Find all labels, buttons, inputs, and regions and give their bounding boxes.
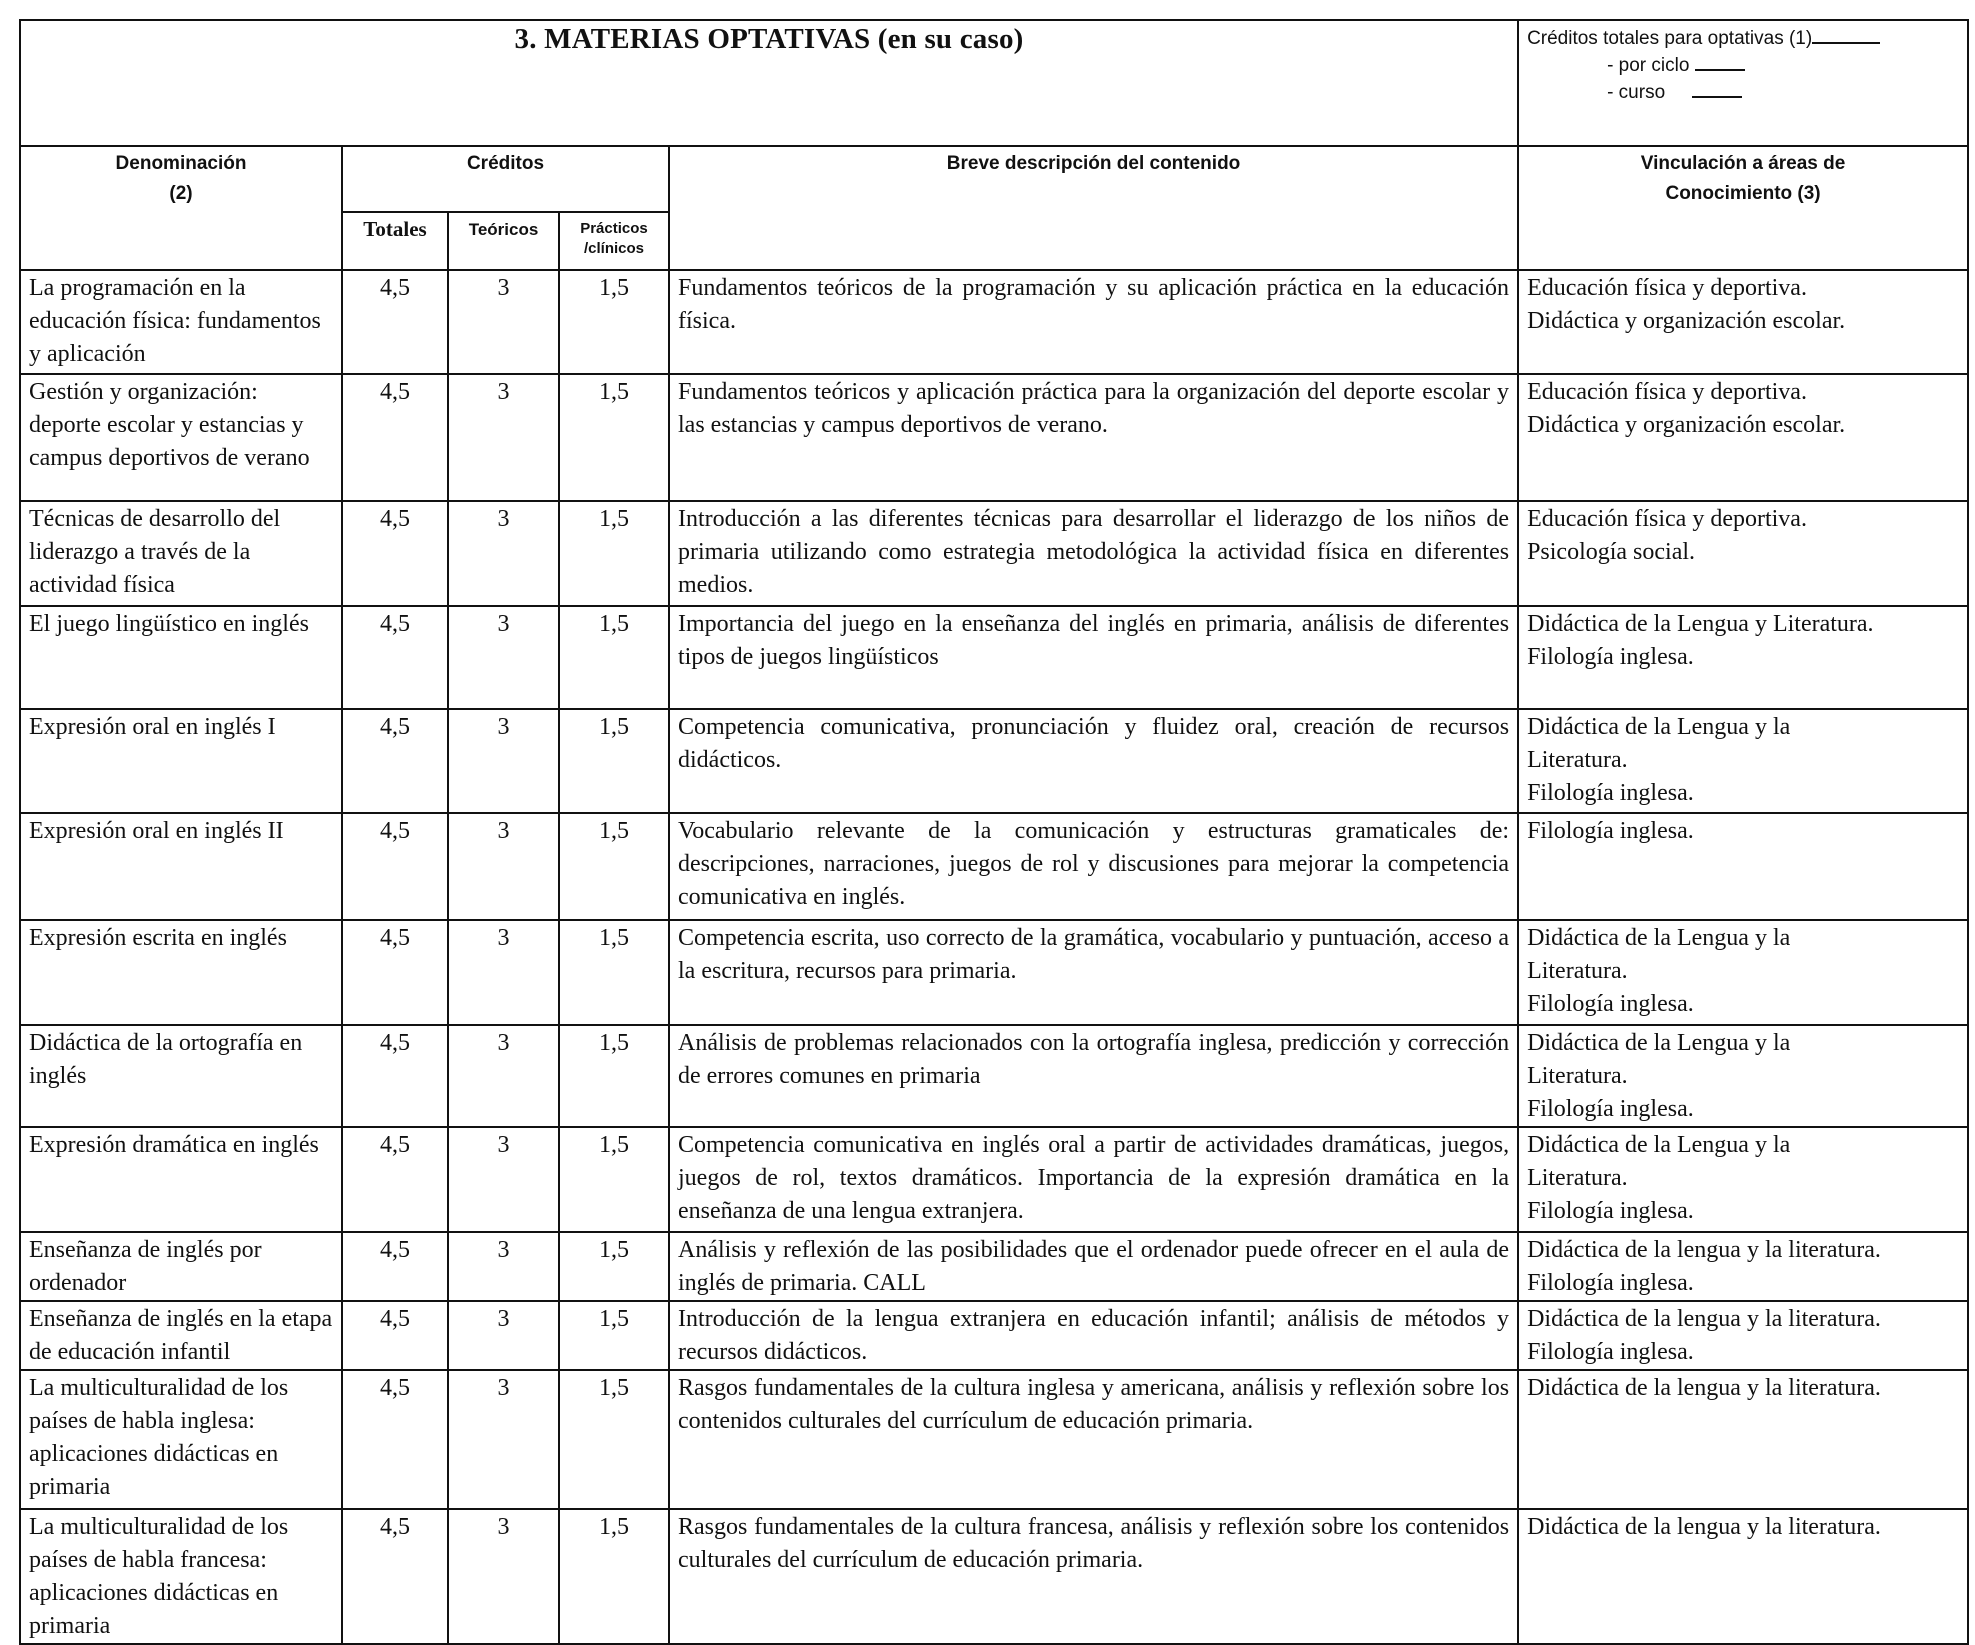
table-row: [20, 606, 1968, 709]
credits-practicos: 1,5: [599, 1375, 629, 1401]
content-description: Competencia comunicativa en inglés oral a partir de actividades dramáticas, juegos, juegos de rol, textos dramáticos. Importancia de la expresión dramática en la enseñanza de una lengua extranjera.: [678, 1132, 1510, 1224]
knowledge-area: Didáctica de la lengua y la literatura.: [1527, 1237, 1881, 1263]
knowledge-area: Psicología social.: [1527, 539, 1696, 565]
credits-totales-cell: [342, 920, 448, 1025]
theoretical-header: [448, 212, 559, 270]
subject-name-cell: [20, 1025, 342, 1127]
credits-practicos-cell: [559, 709, 669, 813]
credits-totales: 4,5: [380, 714, 410, 740]
subject-name-cell: [20, 606, 342, 709]
subject-name-cell: [20, 1370, 342, 1509]
knowledge-areas-cell: [1518, 1025, 1968, 1127]
content-description: Introducción de la lengua extranjera en educación infantil; análisis de métodos y recursos didácticos.: [678, 1306, 1510, 1365]
areas-header-line1: Vinculación a áreas de: [1640, 153, 1846, 174]
credits-practicos: 1,5: [599, 379, 629, 405]
knowledge-area: Filología inglesa.: [1527, 1339, 1694, 1365]
content-description-cell: [669, 1370, 1518, 1509]
content-description: Competencia escrita, uso correcto de la gramática, vocabulario y puntuación, acceso a la escritura, recursos para primaria.: [678, 925, 1510, 984]
knowledge-area: Didáctica de la Lengua y la: [1527, 714, 1791, 740]
credits-header: [342, 146, 669, 212]
knowledge-areas-cell: [1518, 1370, 1968, 1509]
credits-practicos: 1,5: [599, 1237, 629, 1263]
content-description: Fundamentos teóricos y aplicación práctica para la organización del deporte escolar y las estancias y campus deportivos de verano.: [678, 379, 1510, 438]
knowledge-area: Filología inglesa.: [1527, 780, 1694, 806]
credits-teoricos: 3: [497, 1237, 510, 1263]
credits-practicos: 1,5: [599, 1030, 629, 1056]
section-title: 3. MATERIAS OPTATIVAS (en su caso): [514, 23, 1024, 55]
credits-totales: 4,5: [380, 506, 410, 532]
subject-name-cell: [20, 920, 342, 1025]
content-description: Análisis y reflexión de las posibilidades que el ordenador puede ofrecer en el aula de inglés de primaria. CALL: [678, 1237, 1510, 1296]
totals-header: [342, 212, 448, 270]
credits-teoricos: 3: [497, 506, 510, 532]
content-description: Vocabulario relevante de la comunicación y estructuras gramaticales de: descripciones, narraciones, juegos de rol y discusiones para mejorar la competencia comunicativa en inglés.: [678, 818, 1510, 910]
subject-name-cell: [20, 1509, 342, 1644]
credits-teoricos-cell: [448, 1127, 559, 1232]
credits-totales: 4,5: [380, 1237, 410, 1263]
title-row: [20, 20, 1968, 146]
knowledge-area: Didáctica de la Lengua y Literatura.: [1527, 611, 1874, 637]
credits-totales-cell: [342, 813, 448, 920]
per-cycle-line: [1527, 52, 1959, 79]
subject-name-cell: [20, 1127, 342, 1232]
knowledge-area: Didáctica y organización escolar.: [1527, 308, 1846, 334]
per-cycle-blank: [1695, 68, 1745, 71]
credits-totales: 4,5: [380, 1132, 410, 1158]
optional-subjects-document: [19, 19, 1967, 1645]
knowledge-area: Didáctica de la Lengua y la: [1527, 1132, 1791, 1158]
subject-name: Enseñanza de inglés en la etapa de educación infantil: [29, 1306, 333, 1365]
knowledge-area: Didáctica de la lengua y la literatura.: [1527, 1306, 1881, 1332]
description-header-label: Breve descripción del contenido: [946, 153, 1241, 174]
knowledge-areas-cell: [1518, 1301, 1968, 1370]
subject-name: Expresión oral en inglés II: [29, 818, 284, 844]
subject-name: Didáctica de la ortografía en inglés: [29, 1030, 303, 1089]
knowledge-area: Filología inglesa.: [1527, 991, 1694, 1017]
credits-teoricos: 3: [497, 925, 510, 951]
credits-teoricos: 3: [497, 818, 510, 844]
knowledge-areas-cell: [1518, 374, 1968, 501]
content-description-cell: [669, 1127, 1518, 1232]
theoretical-header-label: Teóricos: [468, 220, 539, 239]
content-description-cell: [669, 374, 1518, 501]
areas-header: [1518, 146, 1968, 270]
content-description: Competencia comunicativa, pronunciación y fluidez oral, creación de recursos didácticos.: [678, 714, 1510, 773]
credits-totales: 4,5: [380, 275, 410, 301]
credits-teoricos: 3: [497, 1030, 510, 1056]
credits-practicos-cell: [559, 1509, 669, 1644]
credits-totales-cell: [342, 1127, 448, 1232]
areas-header-line2: Conocimiento (3): [1665, 183, 1821, 204]
knowledge-area: Filología inglesa.: [1527, 644, 1694, 670]
knowledge-area: Filología inglesa.: [1527, 1270, 1694, 1296]
credits-teoricos: 3: [497, 611, 510, 637]
credits-teoricos-cell: [448, 709, 559, 813]
credits-teoricos-cell: [448, 1509, 559, 1644]
knowledge-areas-cell: [1518, 813, 1968, 920]
credits-practicos: 1,5: [599, 506, 629, 532]
knowledge-area: Literatura.: [1527, 747, 1628, 773]
subject-name-cell: [20, 709, 342, 813]
content-description: Rasgos fundamentales de la cultura francesa, análisis y reflexión sobre los contenidos culturales del currículum de educación primaria.: [678, 1514, 1510, 1573]
content-description-cell: [669, 501, 1518, 606]
credits-teoricos: 3: [497, 1132, 510, 1158]
credits-practicos: 1,5: [599, 1514, 629, 1540]
credits-teoricos-cell: [448, 1025, 559, 1127]
per-cycle-label: - por ciclo: [1607, 55, 1690, 76]
subject-name-cell: [20, 270, 342, 374]
knowledge-areas-cell: [1518, 501, 1968, 606]
subject-name: Expresión escrita en inglés: [29, 925, 287, 951]
denomination-header: [20, 146, 342, 270]
credits-practicos-cell: [559, 920, 669, 1025]
credits-totales: 4,5: [380, 1030, 410, 1056]
credits-teoricos-cell: [448, 270, 559, 374]
table-row: [20, 920, 1968, 1025]
credits-practicos: 1,5: [599, 275, 629, 301]
practical-header-line1: Prácticos: [580, 220, 648, 237]
total-credits-label: Créditos totales para optativas (1): [1527, 28, 1813, 49]
knowledge-area: Educación física y deportiva.: [1527, 275, 1807, 301]
credits-teoricos: 3: [497, 275, 510, 301]
knowledge-area: Educación física y deportiva.: [1527, 506, 1807, 532]
knowledge-area: Literatura.: [1527, 1165, 1628, 1191]
credits-practicos: 1,5: [599, 925, 629, 951]
content-description: Introducción a las diferentes técnicas para desarrollar el liderazgo de los niños de primaria utilizando como estrategia metodológica la actividad física en diferentes medios.: [678, 506, 1510, 598]
knowledge-area: Educación física y deportiva.: [1527, 379, 1807, 405]
credits-totales: 4,5: [380, 1306, 410, 1332]
content-description-cell: [669, 1025, 1518, 1127]
credits-teoricos-cell: [448, 813, 559, 920]
credits-totales-cell: [342, 1301, 448, 1370]
credits-totales: 4,5: [380, 611, 410, 637]
knowledge-area: Didáctica de la lengua y la literatura.: [1527, 1514, 1881, 1540]
total-credits-blank: [1812, 41, 1880, 44]
knowledge-area: Filología inglesa.: [1527, 1198, 1694, 1224]
credits-totales-cell: [342, 709, 448, 813]
optional-subjects-table: [19, 19, 1969, 1645]
subject-name-cell: [20, 501, 342, 606]
knowledge-areas-cell: [1518, 920, 1968, 1025]
knowledge-area: Didáctica de la Lengua y la: [1527, 1030, 1791, 1056]
knowledge-area: Filología inglesa.: [1527, 1096, 1694, 1122]
credits-totales: 4,5: [380, 1375, 410, 1401]
table-row: [20, 709, 1968, 813]
credits-totales: 4,5: [380, 925, 410, 951]
subject-name-cell: [20, 1301, 342, 1370]
knowledge-area: Literatura.: [1527, 958, 1628, 984]
table-row: [20, 813, 1968, 920]
content-description: Fundamentos teóricos de la programación y su aplicación práctica en la educación física.: [678, 275, 1510, 334]
subject-name: La multiculturalidad de los países de habla francesa: aplicaciones didácticas en primaria: [29, 1514, 289, 1639]
credits-totales-cell: [342, 1232, 448, 1301]
knowledge-area: Literatura.: [1527, 1063, 1628, 1089]
total-credits-line: [1527, 25, 1959, 52]
credits-practicos-cell: [559, 1370, 669, 1509]
credits-teoricos-cell: [448, 1370, 559, 1509]
denomination-header-label: Denominación: [115, 153, 247, 174]
content-description-cell: [669, 270, 1518, 374]
subject-name: El juego lingüístico en inglés: [29, 611, 309, 637]
content-description-cell: [669, 709, 1518, 813]
knowledge-areas-cell: [1518, 1127, 1968, 1232]
subject-name-cell: [20, 374, 342, 501]
credits-header-label: Créditos: [466, 153, 545, 174]
credits-teoricos-cell: [448, 1301, 559, 1370]
credits-teoricos: 3: [497, 1514, 510, 1540]
credits-practicos-cell: [559, 1127, 669, 1232]
credits-totales: 4,5: [380, 379, 410, 405]
practical-header-line2: /clínicos: [583, 240, 645, 257]
subject-name: Gestión y organización: deporte escolar y estancias y campus deportivos de verano: [29, 379, 310, 471]
credits-teoricos-cell: [448, 501, 559, 606]
subject-name-cell: [20, 813, 342, 920]
credits-teoricos-cell: [448, 920, 559, 1025]
credits-practicos-cell: [559, 501, 669, 606]
subject-name: La programación en la educación física: fundamentos y aplicación: [29, 275, 321, 367]
credits-totales-cell: [342, 1025, 448, 1127]
denomination-header-note: (2): [169, 183, 193, 204]
table-row: [20, 1127, 1968, 1232]
content-description-cell: [669, 1301, 1518, 1370]
content-description: Rasgos fundamentales de la cultura inglesa y americana, análisis y reflexión sobre los contenidos culturales del currículum de educación primaria.: [678, 1375, 1510, 1434]
totals-header-label: Totales: [363, 217, 427, 241]
knowledge-area: Didáctica y organización escolar.: [1527, 412, 1846, 438]
table-row: [20, 501, 1968, 606]
table-row: [20, 1025, 1968, 1127]
credits-totales-cell: [342, 501, 448, 606]
practical-header: [559, 212, 669, 270]
credits-practicos: 1,5: [599, 611, 629, 637]
credits-practicos: 1,5: [599, 818, 629, 844]
content-description-cell: [669, 920, 1518, 1025]
description-header: [669, 146, 1518, 270]
credits-practicos-cell: [559, 374, 669, 501]
credits-teoricos: 3: [497, 714, 510, 740]
header-row-1: [20, 146, 1968, 212]
subject-name: Expresión oral en inglés I: [29, 714, 276, 740]
credits-practicos-cell: [559, 813, 669, 920]
credits-teoricos-cell: [448, 1232, 559, 1301]
credits-teoricos: 3: [497, 1375, 510, 1401]
content-description-cell: [669, 1232, 1518, 1301]
subject-name: La multiculturalidad de los países de habla inglesa: aplicaciones didácticas en primaria: [29, 1375, 289, 1500]
per-course-label: - curso: [1607, 82, 1666, 103]
table-row: [20, 1301, 1968, 1370]
table-row: [20, 1232, 1968, 1301]
credits-practicos-cell: [559, 606, 669, 709]
credits-practicos: 1,5: [599, 714, 629, 740]
knowledge-areas-cell: [1518, 1232, 1968, 1301]
credits-summary-box: [1518, 20, 1968, 146]
subject-name: Enseñanza de inglés por ordenador: [29, 1237, 262, 1296]
credits-teoricos: 3: [497, 379, 510, 405]
content-description-cell: [669, 606, 1518, 709]
credits-teoricos-cell: [448, 606, 559, 709]
table-row: [20, 1509, 1968, 1644]
knowledge-area: Didáctica de la Lengua y la: [1527, 925, 1791, 951]
content-description: Importancia del juego en la enseñanza del inglés en primaria, análisis de diferentes tipos de juegos lingüísticos: [678, 611, 1510, 670]
credits-totales-cell: [342, 1370, 448, 1509]
knowledge-area: Didáctica de la lengua y la literatura.: [1527, 1375, 1881, 1401]
credits-practicos-cell: [559, 270, 669, 374]
subject-name-cell: [20, 1232, 342, 1301]
credits-practicos-cell: [559, 1232, 669, 1301]
content-description-cell: [669, 813, 1518, 920]
credits-practicos-cell: [559, 1025, 669, 1127]
credits-totales-cell: [342, 606, 448, 709]
per-course-blank: [1692, 95, 1742, 98]
credits-totales: 4,5: [380, 1514, 410, 1540]
knowledge-areas-cell: [1518, 1509, 1968, 1644]
per-course-line: [1527, 79, 1959, 106]
subject-name: Técnicas de desarrollo del liderazgo a través de la actividad física: [29, 506, 281, 598]
credits-totales-cell: [342, 270, 448, 374]
knowledge-areas-cell: [1518, 606, 1968, 709]
credits-totales-cell: [342, 1509, 448, 1644]
knowledge-area: Filología inglesa.: [1527, 818, 1694, 844]
content-description-cell: [669, 1509, 1518, 1644]
credits-totales-cell: [342, 374, 448, 501]
table-row: [20, 270, 1968, 374]
knowledge-areas-cell: [1518, 709, 1968, 813]
subject-name: Expresión dramática en inglés: [29, 1132, 319, 1158]
credits-teoricos: 3: [497, 1306, 510, 1332]
credits-practicos: 1,5: [599, 1306, 629, 1332]
credits-practicos: 1,5: [599, 1132, 629, 1158]
credits-totales: 4,5: [380, 818, 410, 844]
section-title-cell: [20, 20, 1518, 146]
credits-practicos-cell: [559, 1301, 669, 1370]
knowledge-areas-cell: [1518, 270, 1968, 374]
table-row: [20, 1370, 1968, 1509]
table-row: [20, 374, 1968, 501]
credits-teoricos-cell: [448, 374, 559, 501]
content-description: Análisis de problemas relacionados con la ortografía inglesa, predicción y corrección de errores comunes en primaria: [678, 1030, 1510, 1089]
